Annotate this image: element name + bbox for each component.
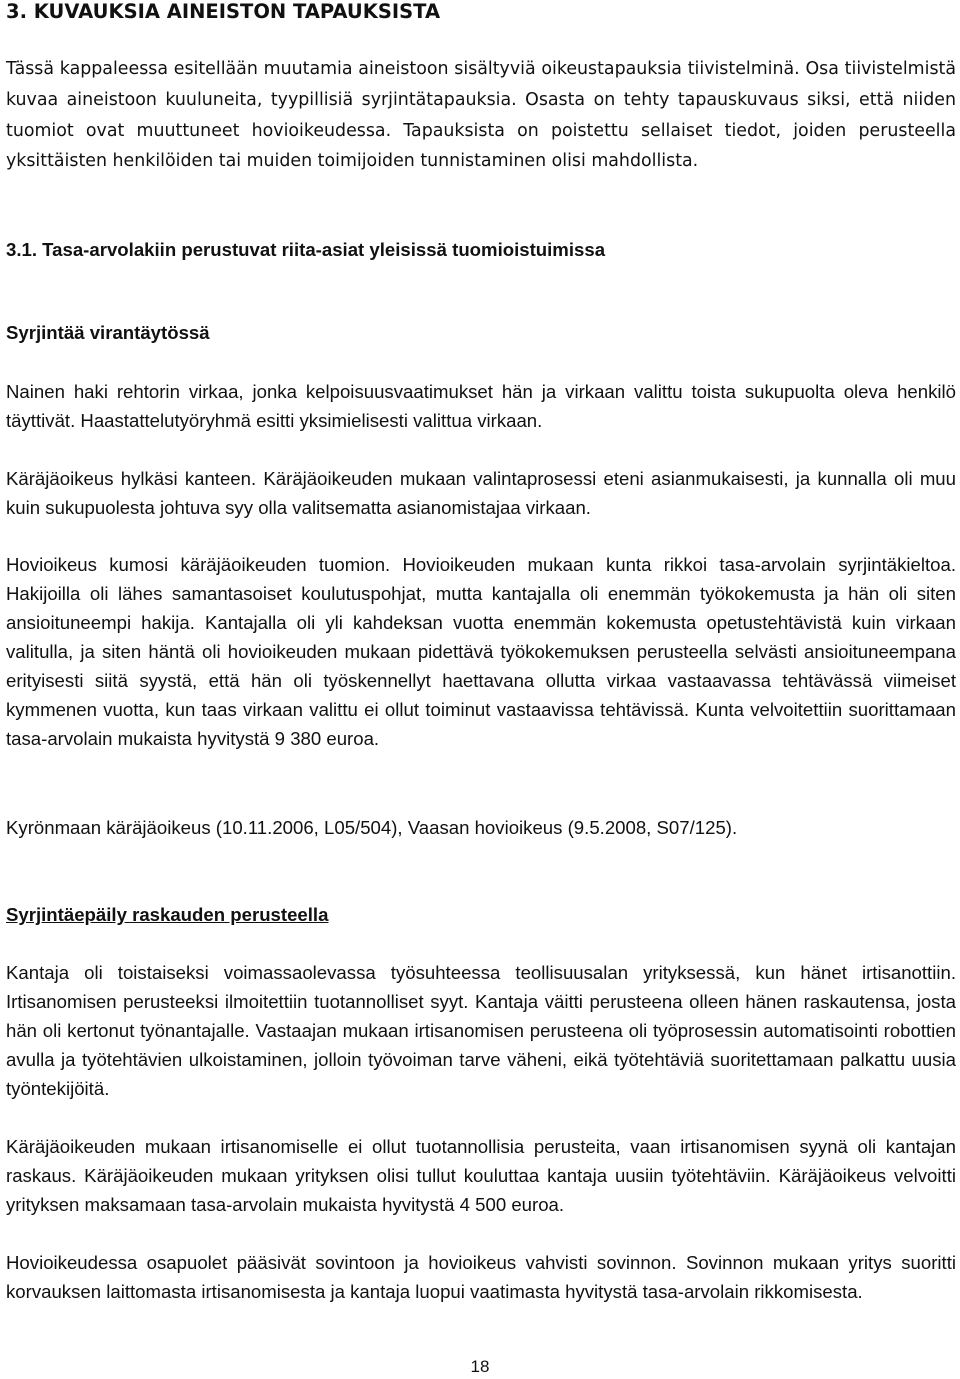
case1-citation: Kyrönmaan käräjäoikeus (10.11.2006, L05/504), Vaasan hovioikeus (9.5.2008, S07/125).: [6, 817, 738, 838]
case2-paragraph-2: Käräjäoikeuden mukaan irtisanomiselle ei ollut tuotannollisia perusteita, vaan irtisanomisen syynä oli kantajan raskaus. Käräjäoikeuden mukaan yrityksen olisi tullut kouluttaa kantaja uusiin työtehtäviin. Käräjäoikeus velvoitti yrityksen maksamaan tasa-arvolain mukaista hyvitystä 4 500 euroa.: [6, 1136, 956, 1215]
case1-paragraph-1: Nainen haki rehtorin virkaa, jonka kelpoisuusvaatimukset hän ja virkaan valittu toista sukupuolta oleva henkilö täyttivät. Haastattelutyöryhmä esitti yksimielisesti valittua virkaan.: [6, 381, 956, 431]
case1-paragraph-3: Hovioikeus kumosi käräjäoikeuden tuomion. Hovioikeuden mukaan kunta rikkoi tasa-arvolain syrjintäkieltoa. Hakijoilla oli lähes samantasoiset koulutuspohjat, mutta kantajalla oli enemmän työkokemusta ja hän oli siten ansioituneempi hakija. Kantajalla oli yli kahdeksan vuotta enemmän kokemusta opetustehtävistä kuin virkaan valitulla, ja siten häntä oli hovioikeuden mukaan pidettävä työkokemuksen perusteella selvästi ansioituneempana erityisesti siitä syystä, että hän oli työskennellyt haettavana ollutta virkaa vastaavassa tehtävässä viimeiset kymmenen vuotta, kun taas virkaan valittu ei ollut toiminut vastaavissa tehtävissä. Kunta velvoitettiin suorittamaan tasa-arvolain mukaista hyvitystä 9 380 euroa.: [6, 554, 956, 749]
intro-paragraph: Tässä kappaleessa esitellään muutamia aineistoon sisältyviä oikeustapauksia tiivistelminä. Osa tiivistelmistä kuvaa aineistoon kuuluneita, tyypillisiä syrjintätapauksia. Osasta on tehty tapauskuvaus siksi, että niiden tuomiot ovat muuttuneet hovioikeudessa. Tapauksista on poistettu sellaiset tiedot, joiden perusteella yksittäisten henkilöiden tai muiden toimijoiden tunnistaminen olisi mahdollista.: [6, 59, 956, 172]
chapter-heading: 3. KUVAUKSIA AINEISTON TAPAUKSISTA: [6, 0, 441, 23]
case2-title: Syrjintäepäily raskauden perusteella: [6, 904, 329, 925]
case2-paragraph-3: Hovioikeudessa osapuolet pääsivät sovintoon ja hovioikeus vahvisti sovinnon. Sovinnon mukaan yritys suoritti korvauksen laittomasta irtisanomisesta ja kantaja luopui vaatimasta hyvitystä tasa-arvolain rikkomisesta.: [6, 1252, 956, 1302]
case1-title: Syrjintää virantäytössä: [6, 322, 210, 343]
page-number: 18: [470, 1357, 490, 1376]
case2-paragraph-1: Kantaja oli toistaiseksi voimassaolevassa työsuhteessa teollisuusalan yrityksessä, kun hänet irtisanottiin. Irtisanomisen perusteeksi ilmoitettiin tuotannolliset syyt. Kantaja väitti perusteena olleen hänen raskautensa, josta hän oli kertonut työnantajalle. Vastaajan mukaan irtisanomisen perusteena oli työprosessin automatisointi robottien avulla ja työtehtävien ulkoistaminen, jolloin työvoiman tarve väheni, eikä työtehtäviä suoritettamaan palkattu uusia työntekijöitä.: [6, 962, 956, 1099]
case1-paragraph-2: Käräjäoikeus hylkäsi kanteen. Käräjäoikeuden mukaan valintaprosessi eteni asianmukaisesti, ja kunnalla oli muu kuin sukupuolesta johtuva syy olla valitsematta asianomistajaa virkaan.: [6, 468, 956, 518]
section-title: 3.1. Tasa-arvolakiin perustuvat riita-asiat yleisissä tuomioistuimissa: [6, 239, 606, 260]
